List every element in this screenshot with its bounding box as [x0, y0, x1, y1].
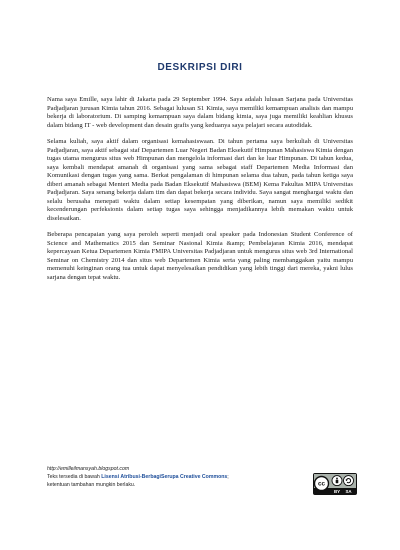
paragraph-achievements: Beberapa pencapaian yang saya peroleh seperti menjadi oral speaker pada Indonesian Student Conference of Science and Mathematics 2015 dan Seminar Nasional Kimia &amp; Pembelajaran Kimia 2016, mendapat kepercayaan Ketua Departemen Kimia FMIPA Universitas Padjadjaran untuk mengurus situs web 3rd International Seminar on Chemistry 2014 dan situs web Departemen Kimia serta yang paling membanggakan yaitu mampu memenuhi keinginan orang tua untuk dapat menyelesaikan pendidikan yang lebih tinggi dari mereka, yakni lulus sarjana dengan tepat waktu.	[47, 231, 353, 281]
license-suffix: ;	[227, 473, 229, 480]
body-text	[47, 96, 353, 290]
license-link[interactable]: Lisensi Atribusi-BerbagiSerupa Creative Commons	[101, 473, 228, 480]
cc-icon	[315, 477, 329, 491]
sa-label: SA	[345, 489, 352, 494]
sa-circular-arrow-icon	[344, 476, 354, 486]
license-prefix: Teks tersedia di bawah	[47, 473, 102, 480]
license-line	[47, 474, 277, 482]
paragraph-intro: Nama saya Emille, saya lahir di Jakarta pada 29 September 1994. Saya adalah lulusan Sarjana pada Universitas Padjadjaran jurusan Kimia tahun 2016. Sebagai lulusan S1 Kimia, saya memiliki kemampuan analisis dan mampu bekerja di laboratorium. Di samping kemampuan saya dalam bidang kimia, saya juga memiliki keahlian khusus dalam bidang IT - web development dan desain grafis yang keduanya saya pelajari secara autodidak.	[47, 96, 353, 129]
by-person-icon	[332, 476, 342, 486]
cc-glyph: cc	[317, 480, 326, 488]
blog-url-link[interactable]: http://emilleilmansyah.blogspot.com	[47, 466, 130, 472]
license-terms: ketentuan tambahan mungkin berlaku.	[47, 481, 136, 488]
footer	[47, 466, 277, 489]
page-title: DESKRIPSI DIRI	[157, 62, 243, 73]
by-label: BY	[333, 489, 341, 494]
cc-by-sa-badge[interactable]	[313, 473, 357, 495]
paragraph-organization: Selama kuliah, saya aktif dalam organisasi kemahasiswaan. Di tahun pertama saya berkuliah di Universitas Padjadjaran, saya aktif sebagai staf Departemen Luar Negeri Badan Eksekutif Himpunan Mahasiswa Kimia dengan tugas utama mengurus situs web Himpunan dan mengelola informasi dari dan ke luar Himpunan. Di tahun kedua, saya kembali mendapat amanah di organisasi yang sama sebagai staff Departemen Media Informasi dan Komunikasi dengan tugas yang sama. Berkat pengalaman di himpunan selama dua tahun, pada tahun ketiga saya diberi amanah sebagai Menteri Media pada Badan Eksekutif Mahasiswa (BEM) Kema Fakultas MIPA Universitas Padjadjaran. Saya senang bekerja dalam tim dan dapat bekerja secara individu. Saya sangat menghargai waktu dan selalu berusaha menepati waktu dalam setiap kesempatan yang diberikan, namun saya memiliki sedikit kecenderungan perfeksionis dalam setiap tugas saya sehingga menjadikannya lebih memakan waktu untuk diselesaikan.	[47, 138, 353, 222]
